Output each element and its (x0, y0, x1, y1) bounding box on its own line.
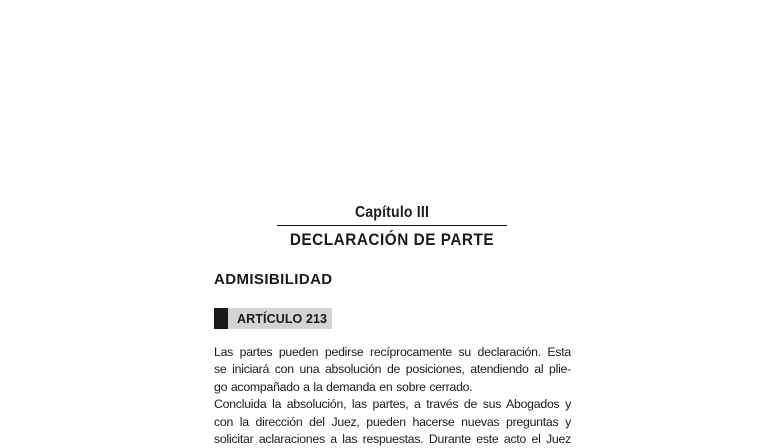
article-label (214, 308, 332, 329)
article-body (214, 344, 571, 448)
body-line: Concluida la absolución, las partes, a través de sus Abogados y (214, 397, 571, 412)
body-line: solicitar aclaraciones a las respuestas. Durante este acto el Juez (214, 432, 571, 447)
body-line: con la dirección del Juez, pueden hacerse nuevas preguntas y (214, 414, 571, 429)
section-heading: ADMISIBILIDAD (214, 271, 333, 288)
article-marker (214, 308, 228, 329)
chapter-title: DECLARACIÓN DE PARTE (289, 230, 495, 249)
chapter-divider (277, 225, 507, 226)
body-line: go acompañado a la demanda en sobre cerrado. (214, 379, 473, 394)
body-line: Las partes pueden pedirse recíprocamente su declaración. Esta (214, 345, 571, 359)
chapter-header (277, 203, 507, 250)
chapter-number: Capítulo III (354, 204, 430, 221)
body-line: se iniciará con una absolución de posiciones, atendiendo al plie- (214, 362, 571, 377)
article-number: ARTÍCULO 213 (237, 311, 328, 326)
